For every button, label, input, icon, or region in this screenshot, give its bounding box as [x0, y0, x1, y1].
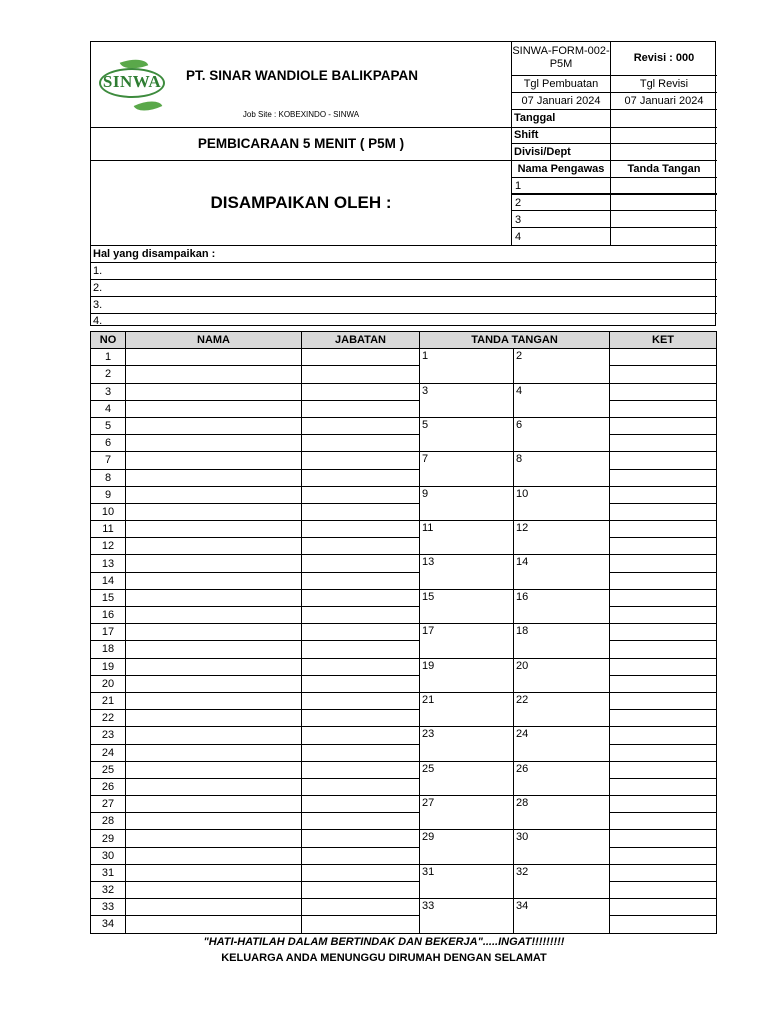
signature-cell[interactable]: 8: [514, 452, 610, 486]
table-row: [91, 761, 717, 778]
nama-cell[interactable]: [126, 572, 302, 589]
jabatan-cell[interactable]: [302, 899, 420, 916]
hal-title: Hal yang disampaikan :: [93, 248, 216, 260]
jabatan-cell[interactable]: [302, 366, 420, 383]
jabatan-cell[interactable]: [302, 555, 420, 572]
ket-cell[interactable]: [610, 847, 717, 864]
col-no-header: NO: [91, 332, 126, 349]
company-logo: [97, 56, 167, 112]
hal-line-2: 2.: [93, 282, 103, 294]
table-row: [91, 899, 717, 916]
nama-cell[interactable]: [126, 400, 302, 417]
ket-cell[interactable]: [610, 589, 717, 606]
ket-cell[interactable]: [610, 692, 717, 709]
jabatan-cell[interactable]: [302, 383, 420, 400]
attendance-table: [90, 331, 717, 934]
nama-cell[interactable]: [126, 435, 302, 452]
p5m-form: [90, 41, 716, 931]
table-row: [91, 383, 717, 400]
jabatan-cell[interactable]: [302, 813, 420, 830]
row-number: 25: [91, 761, 126, 778]
jabatan-cell[interactable]: [302, 469, 420, 486]
row-number: 3: [91, 383, 126, 400]
nama-cell[interactable]: [126, 899, 302, 916]
ket-cell[interactable]: [610, 383, 717, 400]
col-jabatan-header: JABATAN: [302, 332, 420, 349]
jabatan-cell[interactable]: [302, 486, 420, 503]
ket-cell[interactable]: [610, 882, 717, 899]
ket-cell[interactable]: [610, 555, 717, 572]
nama-cell[interactable]: [126, 607, 302, 624]
jabatan-cell[interactable]: [302, 847, 420, 864]
signature-cell[interactable]: 25: [420, 761, 514, 795]
nama-cell[interactable]: [126, 778, 302, 795]
table-row: [91, 555, 717, 572]
signature-cell[interactable]: 17: [420, 624, 514, 658]
signature-cell[interactable]: 6: [514, 417, 610, 451]
pengawas-no-4: 4: [515, 231, 522, 243]
row-number: 16: [91, 607, 126, 624]
table-row: [91, 813, 717, 830]
tanggal-label: Tanggal: [514, 112, 556, 124]
signature-cell[interactable]: 11: [420, 521, 514, 555]
signature-cell[interactable]: 31: [420, 864, 514, 898]
col-nama-header: NAMA: [126, 332, 302, 349]
row-number: 23: [91, 727, 126, 744]
row-number: 32: [91, 882, 126, 899]
ket-cell[interactable]: [610, 916, 717, 933]
row-number: 1: [91, 349, 126, 366]
ket-cell[interactable]: [610, 607, 717, 624]
signature-cell[interactable]: 10: [514, 486, 610, 520]
logo-text: SINWA: [102, 72, 162, 91]
table-row: [91, 486, 717, 503]
nama-cell[interactable]: [126, 486, 302, 503]
nama-cell[interactable]: [126, 452, 302, 469]
ket-cell[interactable]: [610, 778, 717, 795]
nama-cell[interactable]: [126, 744, 302, 761]
signature-cell[interactable]: 4: [514, 383, 610, 417]
row-number: 6: [91, 435, 126, 452]
table-row: [91, 349, 717, 366]
jabatan-cell[interactable]: [302, 589, 420, 606]
safety-message: KELUARGA ANDA MENUNGGU DIRUMAH DENGAN SELAMAT: [221, 952, 547, 964]
table-row: [91, 469, 717, 486]
nama-cell[interactable]: [126, 589, 302, 606]
row-number: 5: [91, 417, 126, 434]
signature-cell[interactable]: 32: [514, 864, 610, 898]
table-row: [91, 538, 717, 555]
nama-cell[interactable]: [126, 813, 302, 830]
row-number: 34: [91, 916, 126, 933]
row-number: 4: [91, 400, 126, 417]
ket-cell[interactable]: [610, 761, 717, 778]
row-number: 30: [91, 847, 126, 864]
table-row: [91, 607, 717, 624]
col-tanda-tangan-header: TANDA TANGAN: [420, 332, 610, 349]
signature-cell[interactable]: 29: [420, 830, 514, 864]
signature-cell[interactable]: 18: [514, 624, 610, 658]
table-row: [91, 572, 717, 589]
ket-cell[interactable]: [610, 417, 717, 434]
nama-cell[interactable]: [126, 675, 302, 692]
row-number: 27: [91, 796, 126, 813]
jabatan-cell[interactable]: [302, 503, 420, 520]
row-number: 12: [91, 538, 126, 555]
nama-cell[interactable]: [126, 366, 302, 383]
table-row: [91, 847, 717, 864]
nama-cell[interactable]: [126, 555, 302, 572]
jabatan-cell[interactable]: [302, 572, 420, 589]
table-row: [91, 521, 717, 538]
nama-cell[interactable]: [126, 658, 302, 675]
nama-cell[interactable]: [126, 521, 302, 538]
nama-cell[interactable]: [126, 538, 302, 555]
nama-cell[interactable]: [126, 710, 302, 727]
row-number: 33: [91, 899, 126, 916]
ket-cell[interactable]: [610, 538, 717, 555]
ket-cell[interactable]: [610, 624, 717, 641]
ket-cell[interactable]: [610, 710, 717, 727]
row-number: 15: [91, 589, 126, 606]
nama-cell[interactable]: [126, 417, 302, 434]
nama-pengawas-label: Nama Pengawas: [517, 163, 605, 175]
nama-cell[interactable]: [126, 692, 302, 709]
table-row: [91, 503, 717, 520]
table-row: [91, 641, 717, 658]
ket-cell[interactable]: [610, 400, 717, 417]
nama-cell[interactable]: [126, 383, 302, 400]
company-name: PT. SINAR WANDIOLE BALIKPAPAN: [186, 68, 419, 83]
table-row: [91, 744, 717, 761]
nama-cell[interactable]: [126, 503, 302, 520]
revision: Revisi : 000: [633, 52, 695, 64]
signature-cell[interactable]: 27: [420, 796, 514, 830]
signature-cell[interactable]: 33: [420, 899, 514, 933]
jabatan-cell[interactable]: [302, 452, 420, 469]
nama-cell[interactable]: [126, 727, 302, 744]
ket-cell[interactable]: [610, 486, 717, 503]
table-row: [91, 658, 717, 675]
jabatan-cell[interactable]: [302, 692, 420, 709]
row-number: 24: [91, 744, 126, 761]
signature-cell[interactable]: 2: [514, 349, 610, 383]
nama-cell[interactable]: [126, 796, 302, 813]
table-row: [91, 796, 717, 813]
signature-cell[interactable]: 26: [514, 761, 610, 795]
table-row: [91, 916, 717, 933]
row-number: 11: [91, 521, 126, 538]
form-code: SINWA-FORM-002-P5M: [512, 45, 610, 70]
signature-cell[interactable]: 28: [514, 796, 610, 830]
table-row: [91, 452, 717, 469]
nama-cell[interactable]: [126, 864, 302, 881]
jabatan-cell[interactable]: [302, 624, 420, 641]
jabatan-cell[interactable]: [302, 607, 420, 624]
signature-cell[interactable]: 20: [514, 658, 610, 692]
row-number: 22: [91, 710, 126, 727]
tgl-revisi-value: 07 Januari 2024: [624, 95, 704, 107]
nama-cell[interactable]: [126, 641, 302, 658]
table-row: [91, 400, 717, 417]
ket-cell[interactable]: [610, 830, 717, 847]
table-row: [91, 830, 717, 847]
signature-cell[interactable]: 15: [420, 589, 514, 623]
row-number: 18: [91, 641, 126, 658]
row-number: 13: [91, 555, 126, 572]
hal-line-4: 4.: [93, 315, 103, 327]
divisi-label: Divisi/Dept: [514, 146, 571, 158]
ket-cell[interactable]: [610, 572, 717, 589]
jabatan-cell[interactable]: [302, 778, 420, 795]
jabatan-cell[interactable]: [302, 864, 420, 881]
row-number: 10: [91, 503, 126, 520]
row-number: 17: [91, 624, 126, 641]
jabatan-cell[interactable]: [302, 830, 420, 847]
signature-cell[interactable]: 7: [420, 452, 514, 486]
signature-cell[interactable]: 9: [420, 486, 514, 520]
ket-cell[interactable]: [610, 744, 717, 761]
table-row: [91, 710, 717, 727]
hal-line-1: 1.: [93, 265, 103, 277]
table-row: [91, 778, 717, 795]
signature-cell[interactable]: 5: [420, 417, 514, 451]
signature-cell[interactable]: 14: [514, 555, 610, 589]
jabatan-cell[interactable]: [302, 710, 420, 727]
jabatan-cell[interactable]: [302, 796, 420, 813]
row-number: 19: [91, 658, 126, 675]
signature-cell[interactable]: 3: [420, 383, 514, 417]
signature-cell[interactable]: 30: [514, 830, 610, 864]
ket-cell[interactable]: [610, 813, 717, 830]
form-title: PEMBICARAAN 5 MENIT ( P5M ): [197, 136, 405, 151]
ket-cell[interactable]: [610, 796, 717, 813]
pengawas-no-2: 2: [515, 197, 522, 209]
row-number: 20: [91, 675, 126, 692]
row-number: 26: [91, 778, 126, 795]
row-number: 21: [91, 692, 126, 709]
jabatan-cell[interactable]: [302, 400, 420, 417]
table-row: [91, 435, 717, 452]
jabatan-cell[interactable]: [302, 658, 420, 675]
ket-cell[interactable]: [610, 641, 717, 658]
row-number: 8: [91, 469, 126, 486]
nama-cell[interactable]: [126, 830, 302, 847]
tanda-tangan-label: Tanda Tangan: [627, 163, 701, 175]
table-row: [91, 417, 717, 434]
row-number: 31: [91, 864, 126, 881]
pengawas-no-1: 1: [515, 180, 522, 192]
signature-cell[interactable]: 16: [514, 589, 610, 623]
row-number: 29: [91, 830, 126, 847]
nama-cell[interactable]: [126, 349, 302, 366]
ket-cell[interactable]: [610, 864, 717, 881]
ket-cell[interactable]: [610, 675, 717, 692]
table-header-row: [91, 332, 717, 349]
signature-cell[interactable]: 12: [514, 521, 610, 555]
signature-cell[interactable]: 22: [514, 692, 610, 726]
table-row: [91, 589, 717, 606]
jabatan-cell[interactable]: [302, 538, 420, 555]
jabatan-cell[interactable]: [302, 727, 420, 744]
hal-line-3: 3.: [93, 299, 103, 311]
ket-cell[interactable]: [610, 452, 717, 469]
ket-cell[interactable]: [610, 727, 717, 744]
signature-cell[interactable]: 24: [514, 727, 610, 761]
table-row: [91, 727, 717, 744]
jabatan-cell[interactable]: [302, 916, 420, 933]
table-row: [91, 624, 717, 641]
row-number: 14: [91, 572, 126, 589]
jabatan-cell[interactable]: [302, 882, 420, 899]
row-number: 28: [91, 813, 126, 830]
table-row: [91, 692, 717, 709]
signature-cell[interactable]: 1: [420, 349, 514, 383]
ket-cell[interactable]: [610, 435, 717, 452]
ket-cell[interactable]: [610, 658, 717, 675]
signature-cell[interactable]: 21: [420, 692, 514, 726]
safety-slogan: "HATI-HATILAH DALAM BERTINDAK DAN BEKERJA".....INGAT!!!!!!!!!: [203, 936, 565, 948]
pengawas-no-3: 3: [515, 214, 522, 226]
jabatan-cell[interactable]: [302, 761, 420, 778]
signature-cell[interactable]: 13: [420, 555, 514, 589]
ket-cell[interactable]: [610, 366, 717, 383]
nama-cell[interactable]: [126, 469, 302, 486]
nama-cell[interactable]: [126, 916, 302, 933]
row-number: 9: [91, 486, 126, 503]
row-number: 2: [91, 366, 126, 383]
jabatan-cell[interactable]: [302, 435, 420, 452]
jabatan-cell[interactable]: [302, 641, 420, 658]
form-header: [90, 41, 716, 326]
table-row: [91, 864, 717, 881]
signature-cell[interactable]: 23: [420, 727, 514, 761]
table-row: [91, 366, 717, 383]
ket-cell[interactable]: [610, 469, 717, 486]
row-number: 7: [91, 452, 126, 469]
nama-cell[interactable]: [126, 624, 302, 641]
nama-cell[interactable]: [126, 882, 302, 899]
ket-cell[interactable]: [610, 503, 717, 520]
tgl-pembuatan-value: 07 Januari 2024: [521, 95, 601, 107]
jabatan-cell[interactable]: [302, 675, 420, 692]
signature-cell[interactable]: 34: [514, 899, 610, 933]
col-ket-header: KET: [610, 332, 717, 349]
table-row: [91, 882, 717, 899]
ket-cell[interactable]: [610, 349, 717, 366]
tgl-pembuatan-label: Tgl Pembuatan: [523, 78, 599, 90]
jabatan-cell[interactable]: [302, 417, 420, 434]
tgl-revisi-label: Tgl Revisi: [639, 78, 689, 90]
table-row: [91, 675, 717, 692]
disampaikan-oleh: DISAMPAIKAN OLEH :: [210, 193, 392, 212]
nama-cell[interactable]: [126, 761, 302, 778]
job-site: Job Site : KOBEXINDO - SINWA: [242, 110, 360, 119]
ket-cell[interactable]: [610, 899, 717, 916]
jabatan-cell[interactable]: [302, 521, 420, 538]
signature-cell[interactable]: 19: [420, 658, 514, 692]
nama-cell[interactable]: [126, 847, 302, 864]
shift-label: Shift: [514, 129, 539, 141]
jabatan-cell[interactable]: [302, 744, 420, 761]
jabatan-cell[interactable]: [302, 349, 420, 366]
ket-cell[interactable]: [610, 521, 717, 538]
